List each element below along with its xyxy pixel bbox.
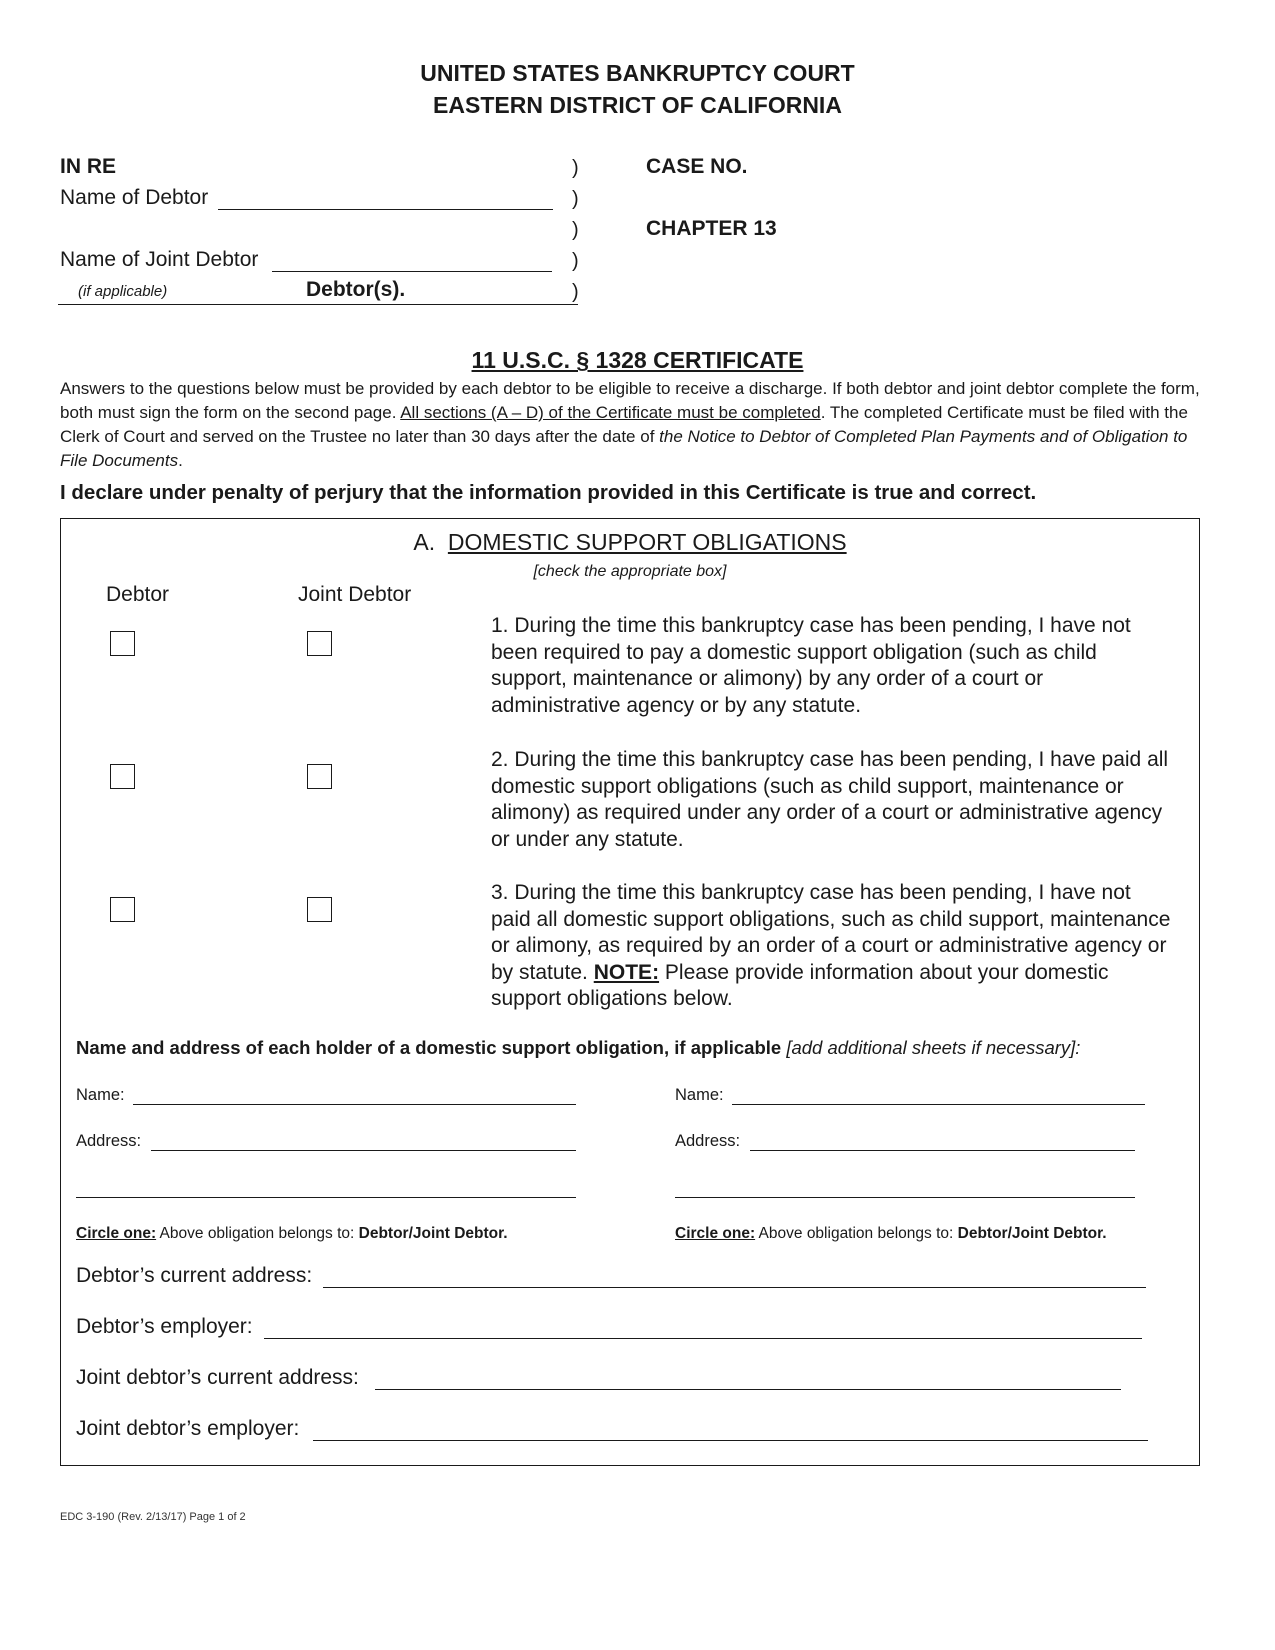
circle-one-label: Circle one: — [76, 1225, 157, 1242]
joint-debtor-address-label: Joint debtor’s current address: — [76, 1366, 359, 1389]
debtor-column-header: Debtor — [106, 583, 170, 606]
instructions-required-text: All sections (A – D) of the Certificate must be completed — [400, 403, 821, 422]
caption-paren: ) — [572, 281, 579, 303]
caption-paren: ) — [572, 219, 579, 241]
instructions-text: . The completed Certificate must be filed with the Clerk of Court and served on the Trustee no later than 30 days after the date of — [60, 403, 1188, 446]
holder-2-name-label: Name: — [675, 1086, 724, 1104]
joint-debtor-checkbox-2[interactable] — [307, 764, 332, 789]
debtor-name-label: Name of Debtor — [60, 186, 209, 209]
joint-debtor-name-label: Name of Joint Debtor — [60, 248, 259, 271]
section-a-title — [61, 529, 1199, 556]
note-label: NOTE: — [593, 960, 660, 984]
circle-one-label: Circle one: — [675, 1225, 756, 1242]
joint-debtor-address-field[interactable] — [375, 1389, 1121, 1390]
caption-paren: ) — [572, 250, 579, 272]
holder-heading-text: Name and address of each holder of a domestic support obligation, if applicable — [76, 1037, 787, 1058]
form-footer: EDC 3-190 (Rev. 2/13/17) Page 1 of 2 — [60, 1511, 246, 1523]
certificate-title: 11 U.S.C. § 1328 CERTIFICATE — [471, 347, 804, 373]
certificate-instructions — [60, 377, 1210, 473]
statement-1: 1. During the time this bankruptcy case has been pending, I have not been required to pay a domestic support obligation (such as child support, maintenance or alimony) by any order of a court or administrative agency or by any statute. — [491, 614, 1131, 717]
joint-debtor-checkbox-3[interactable] — [307, 897, 332, 922]
holder-1-name-label: Name: — [76, 1086, 125, 1104]
caption-paren: ) — [572, 188, 579, 210]
in-re-label: IN RE — [60, 155, 117, 178]
debtors-label: Debtor(s). — [306, 278, 406, 301]
holder-2-belongs-to — [675, 1225, 1107, 1243]
joint-debtor-checkbox-1[interactable] — [307, 631, 332, 656]
holder-2-address-field[interactable] — [750, 1150, 1135, 1151]
perjury-declaration: I declare under penalty of perjury that the information provided in this Certificate is true and correct. — [60, 481, 1037, 504]
case-no-label: CASE NO. — [646, 155, 748, 178]
debtor-address-field[interactable] — [323, 1287, 1146, 1288]
holder-2-address-label: Address: — [675, 1132, 741, 1150]
note-text: Please provide information about your domestic support obligations below. — [491, 960, 1109, 1010]
joint-debtor-employer-field[interactable] — [313, 1440, 1148, 1441]
debtor-checkbox-2[interactable] — [110, 764, 135, 789]
debtor-joint-debtor-choice[interactable]: Debtor/Joint Debtor. — [358, 1225, 508, 1242]
instructions-text: . — [178, 451, 183, 470]
holder-1-address-field[interactable] — [151, 1150, 576, 1151]
statement-2: 2. During the time this bankruptcy case has been pending, I have paid all domestic support obligations (such as child support, maintenance or alimony) as required under any order of a court or administrative agency or under any statute. — [491, 748, 1169, 851]
caption-bottom-rule — [58, 304, 578, 305]
instructions-notice-title: the Notice to Debtor of Completed Plan Payments and of Obligation to File Documents — [60, 427, 1188, 470]
statement-3-text: 3. During the time this bankruptcy case has been pending, I have not paid all domestic support obligations, such as child support, maintenance or alimony, as required by an order of a court or administrative agency or by statute. — [491, 881, 1171, 984]
holder-2-address-line-2[interactable] — [675, 1197, 1135, 1198]
debtor-joint-debtor-choice[interactable]: Debtor/Joint Debtor. — [957, 1225, 1107, 1242]
check-box-note: [check the appropriate box] — [533, 563, 727, 580]
holder-1-address-line-2[interactable] — [76, 1197, 576, 1198]
circle-one-text: Above obligation belongs to: — [755, 1225, 958, 1242]
debtor-employer-label: Debtor’s employer: — [76, 1315, 253, 1338]
joint-debtor-name-field[interactable] — [272, 271, 552, 272]
circle-one-text: Above obligation belongs to: — [156, 1225, 359, 1242]
debtor-address-label: Debtor’s current address: — [76, 1264, 313, 1287]
section-a-box — [60, 518, 1200, 1466]
statement-3 — [491, 880, 1171, 1013]
debtor-name-field[interactable] — [218, 209, 553, 210]
section-a-heading: DOMESTIC SUPPORT OBLIGATIONS — [447, 529, 847, 555]
debtor-checkbox-3[interactable] — [110, 897, 135, 922]
debtor-checkbox-1[interactable] — [110, 631, 135, 656]
court-name: UNITED STATES BANKRUPTCY COURT — [420, 60, 855, 86]
chapter-label: CHAPTER 13 — [646, 217, 777, 240]
holder-heading — [76, 1037, 1196, 1059]
instructions-text: Answers to the questions below must be provided by each debtor to be eligible to receive a discharge. If both debtor and joint debtor complete the form, both must sign the form on the second page. — [60, 379, 1200, 422]
court-district: EASTERN DISTRICT OF CALIFORNIA — [433, 92, 842, 118]
debtor-employer-field[interactable] — [264, 1338, 1142, 1339]
holder-1-address-label: Address: — [76, 1132, 142, 1150]
section-letter: A. — [413, 529, 436, 555]
holder-2-name-field[interactable] — [732, 1104, 1145, 1105]
holder-heading-note: [add additional sheets if necessary]: — [786, 1037, 1081, 1058]
if-applicable-note: (if applicable) — [78, 283, 168, 300]
joint-debtor-employer-label: Joint debtor’s employer: — [76, 1417, 300, 1440]
holder-1-belongs-to — [76, 1225, 508, 1243]
joint-debtor-column-header: Joint Debtor — [298, 583, 412, 606]
caption-paren: ) — [572, 157, 579, 179]
holder-1-name-field[interactable] — [133, 1104, 576, 1105]
